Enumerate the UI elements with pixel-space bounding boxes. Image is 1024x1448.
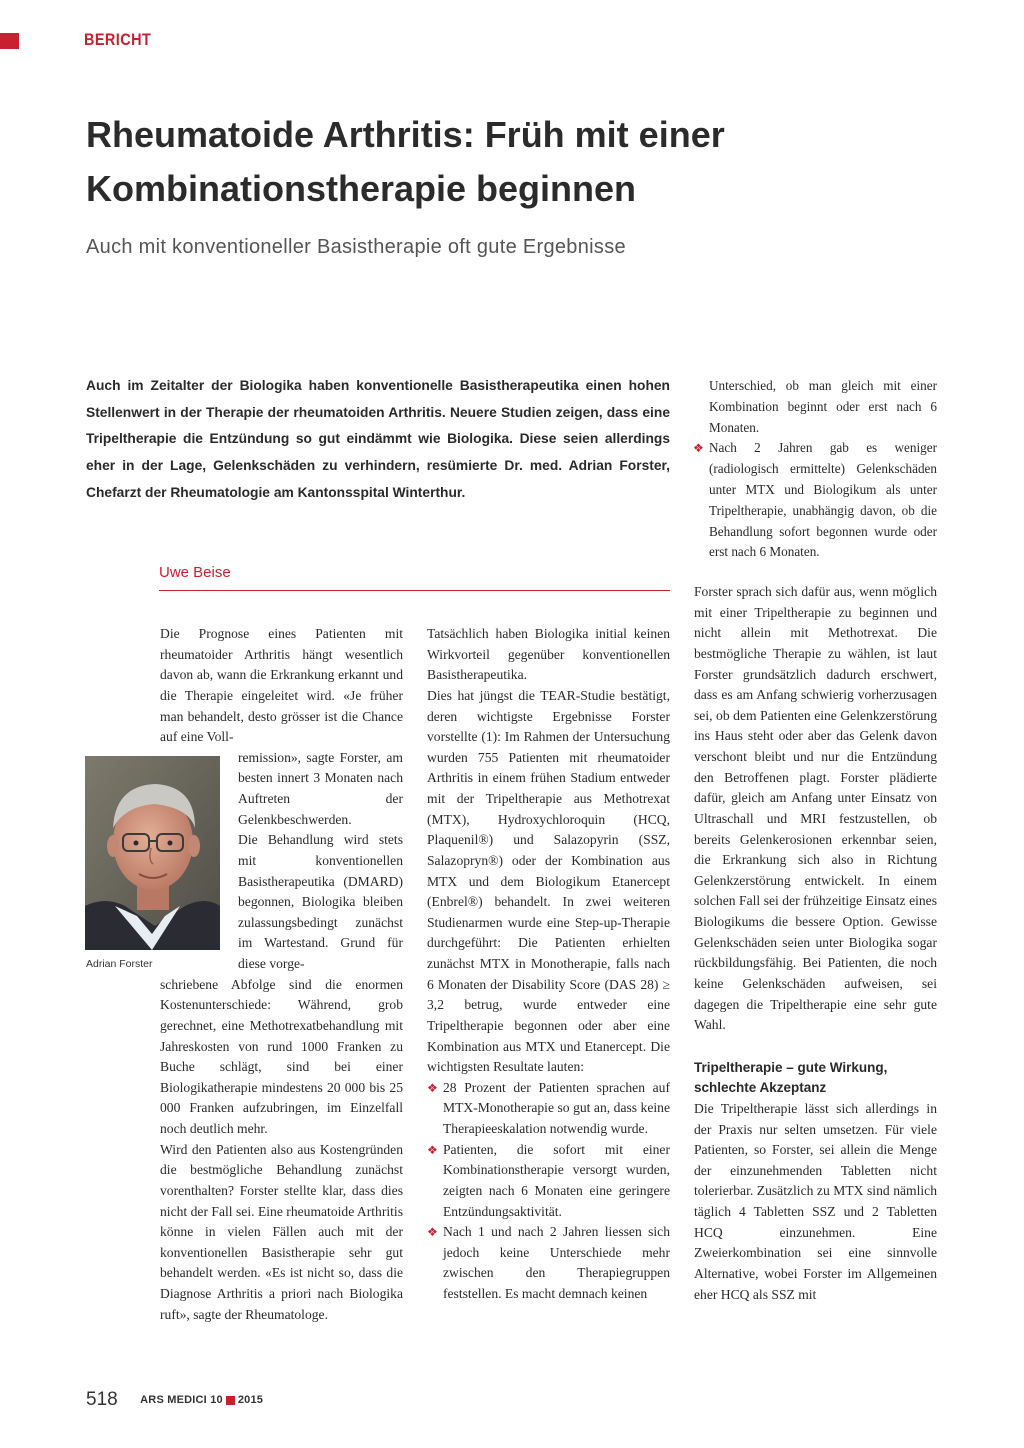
magazine-issue — [140, 1394, 263, 1406]
column-2 — [427, 624, 670, 1305]
title-line-1: Rheumatoide Arthritis: Früh mit einer — [86, 114, 725, 155]
diamond-bullet-icon: ❖ — [427, 1080, 438, 1095]
column-4 — [694, 582, 937, 1305]
magazine-name: ARS MEDICI 10 — [140, 1394, 223, 1406]
article-lead: Auch im Zeitalter der Biologika haben konventionelle Basistherapeutika einen hohen Stellenwert in der Therapie der rheumatoiden Arthritis. Neuere Studien zeigen, dass eine Tripeltherapie die Entzündung so gut eindämmt wie Biologika. Diese seien allerdings eher in der Lage, Gelenkschäden zu verhindern, resümierte Dr. med. Adrian Forster, Chefarzt der Rheumatologie am Kantonsspital Winterthur. — [86, 378, 670, 500]
col1-paragraph-2-rest: schriebene Abfolge sind die enormen Kostenunterschiede: Während, grob gerechnet, eine Methotrexatbehandlung mit Jahreskosten von rund 1000 Franken zu Buche schlägt, sind bei einer Biologikatherapie mindestens 20 000 bis 25 000 Franken aufzubringen, im Einzelfall noch deutlich mehr. — [160, 976, 403, 1136]
article-subtitle: Auch mit konventioneller Basistherapie oft gute Ergebnisse — [86, 236, 626, 258]
col1-photo-wrap — [160, 748, 403, 975]
section-label: BERICHT — [84, 30, 152, 49]
col4-subheading: Tripeltherapie – gute Wirkung, schlechte Akzeptanz — [694, 1059, 888, 1096]
page-footer — [86, 1389, 263, 1411]
col1-paragraph-1-side: remission», sagte Forster, am besten innert 3 Monaten nach Auftreten der Gelenkbeschwerden. — [238, 749, 403, 827]
bullet-text: Patienten, die sofort mit einer Kombinationstherapie versorgt wurden, zeigten nach 6 Monaten eine geringere Entzündungsaktivität. — [443, 1141, 670, 1219]
col4-paragraph-2: Die Tripeltherapie lässt sich allerdings in der Praxis nur selten umsetzen. Für viele Patienten, so Forster, sei allein die Menge der einzunehmenden Tabletten nicht tolerierbar. Zusätzlich zu MTX sind nämlich täglich 4 Tabletten SSZ und 2 Tabletten HCQ einzunehmen. Eine Zweierkombination sei eine sinnvolle Alternative, wobei Forster im Allgemeinen eher HCQ als SSZ mit — [694, 1100, 937, 1302]
column-3-continued — [693, 376, 937, 563]
bullet-text: Nach 2 Jahren gab es weniger (radiologisch ermittelte) Gelenkschäden unter MTX und Biologikum als unter Tripeltherapie, unabhängig davon, ob die Behandlung sofort begonnen wurde oder erst nach 6 Monaten. — [709, 440, 937, 560]
col2-paragraph-2: Dies hat jüngst die TEAR-Studie bestätigt, deren wichtigste Ergebnisse Forster vorstellte (1): Im Rahmen der Untersuchung wurden 755 Patienten mit rheumatoider Arthritis in einem frühen Stadium entweder mit der Tripeltherapie aus Methotrexat (MTX), Hydroxychloroquin (HCQ, Plaquenil®) und Salazopyrin (SSZ, Salazopryn®) oder der Kombination aus MTX und dem Biologikum Etanercept (Enbrel®) behandelt. In zwei weiteren Studienarmen wurde eine Step-up-Therapie durchgeführt: Die Patienten erhielten zunächst MTX in Monotherapie, falls nach 6 Monaten der Disability Score (DAS 28) ≥ 3,2 betrug, wurde entweder eine Tripeltherapie begonnen oder aber eine Kombination aus MTX und Etanercept. Die wichtigsten Resultate lauten: — [427, 687, 670, 1075]
diamond-bullet-icon: ❖ — [693, 441, 704, 456]
footer-square-marker — [226, 1396, 235, 1405]
column-1 — [160, 624, 403, 1325]
col1-paragraph-1-top: Die Prognose eines Patienten mit rheumatoider Arthritis hängt wesentlich davon ab, wann die Erkrankung erkannt und die Therapie eingeleitet wird. «Je früher man behandelt, desto grösser ist die Chance auf eine Voll- — [160, 626, 403, 745]
col4-paragraph-1: Forster sprach sich dafür aus, wenn möglich mit einer Tripeltherapie zu beginnen und nicht allein mit Methotrexat. Die bestmögliche Therapie zu wählen, ist laut Forster grundsätzlich dadurch erschwert, dass es am Anfang schwierig vorherzusagen sei, ob dem Patienten eine Gelenkzerstörung ins Haus steht oder aber das Gelenk davon verschont bleibt und nur die Entzündung den Betroffenen plagt. Forster plädierte dafür, gleich am Anfang unter Einsatz von Ultraschall und MRI festzustellen, ob bereits Gelenkerosionen erkennbar seien, die Erkrankung sich also in Richtung Gelenkzerstörung entwickelt. In einem solchen Fall sei der frühzeitige Einsatz eines Biologikums die bessere Option. Gewisse Gelenkschäden seien unter Biologika sogar rückbildungsfähig. Bei Patienten, die noch keine Gelenkschäden aufweisen, sei dagegen die Tripeltherapie eine sehr gute Wahl. — [694, 584, 937, 1033]
bullet-text: Nach 1 und nach 2 Jahren liessen sich jedoch keine Unterschiede mehr zwischen den Therapiegruppen feststellen. Es macht demnach keinen — [443, 1224, 670, 1301]
bullet-text: 28 Prozent der Patienten sprachen auf MTX-Monotherapie so gut an, dass keine Therapieeskalation notwendig wurde. — [443, 1079, 670, 1136]
col2-bullet-2 — [427, 1140, 670, 1223]
col3-bullet — [693, 438, 937, 563]
col2-bullet-3 — [427, 1222, 670, 1305]
page-number: 518 — [86, 1389, 118, 1410]
col3-continuation: Unterschied, ob man gleich mit einer Kombination beginnt oder erst nach 6 Monaten. — [709, 378, 937, 435]
title-line-2: Kombinationstherapie beginnen — [86, 168, 637, 209]
magazine-year: 2015 — [237, 1394, 264, 1406]
author-name: Uwe Beise — [159, 564, 231, 581]
article-title — [86, 108, 986, 216]
photo-caption: Adrian Forster — [86, 958, 153, 970]
col2-paragraph-1: Tatsächlich haben Biologika initial keinen Wirkvorteil gegenüber konventionellen Basistherapeutika. — [427, 626, 670, 683]
col1-paragraph-2-side: Die Behandlung wird stets mit konventionellen Basistherapeutika (DMARD) begonnen, Biologika bleiben zulassungsbedingt zunächst im Wartestand. Grund für diese vorge- — [238, 832, 403, 971]
diamond-bullet-icon: ❖ — [427, 1142, 438, 1157]
section-marker — [0, 33, 19, 49]
diamond-bullet-icon: ❖ — [427, 1225, 438, 1240]
col1-paragraph-3: Wird den Patienten also aus Kostengründen die bestmögliche Behandlung zunächst vorenthalten? Forster stellte klar, dass dies nicht der Fall sei. Eine rheumatoide Arthritis könne in vielen Fällen auch mit der konventionellen Basistherapie sehr gut behandelt werden. «Es ist nicht so, dass die Diagnose Arthritis a priori nach Biologika ruft», sagte der Rheumatologe. — [160, 1141, 403, 1322]
author-divider — [159, 590, 670, 591]
col2-bullet-1 — [427, 1078, 670, 1140]
